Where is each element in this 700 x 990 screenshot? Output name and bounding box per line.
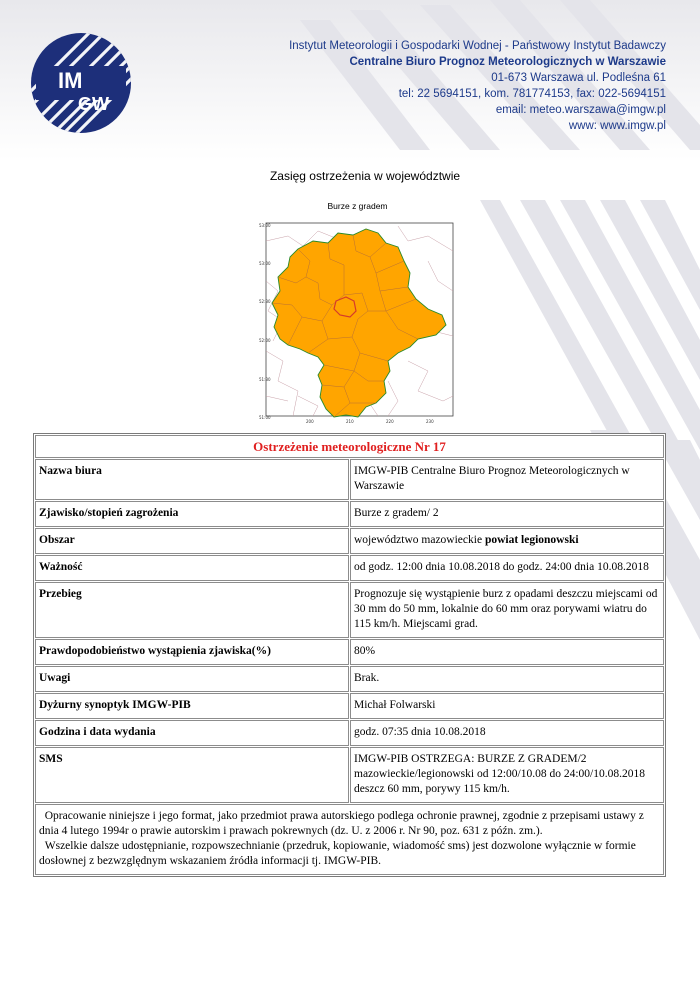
row-value-sms: IMGW-PIB OSTRZEGA: BURZE Z GRADEM/2 mazowieckie/legionowski od 12:00/10.08 do 24:00/10.08.2018 deszcz 60 mm, porywy 115 km/h. (350, 747, 664, 803)
table-row (35, 501, 664, 527)
map-xtick: 200 (306, 419, 314, 424)
map-ytick: 53:00 (259, 223, 271, 228)
table-row (35, 555, 664, 581)
row-value-synoptyk: Michał Folwarski (350, 693, 664, 719)
warning-title-text: Ostrzeżenie meteorologiczne Nr (253, 439, 433, 454)
copyright-text-1: Opracowanie niniejsze i jego format, jako przedmiot prawa autorskiego podlega ochronie prawnej, zgodnie z przepisami ustawy z dnia 4 lutego 1994r o prawie autorskim i prawach pokrewnych (dz. U. z 2006 r. Nr 90, poz. 631 z późn. zm.). (39, 810, 644, 837)
map-ytick: 51:30 (259, 377, 271, 382)
obszar-voivodeship: województwo mazowieckie (354, 534, 485, 546)
warning-title (35, 435, 664, 458)
logo-text-bottom: GW (78, 94, 109, 114)
row-value-prawdopodobienstwo: 80% (350, 639, 664, 665)
map-ytick: 52:30 (259, 299, 271, 304)
phone: tel: 22 5694151, kom. 781774153, fax: 022-5694151 (398, 88, 666, 100)
map-ytick: 52:00 (259, 338, 271, 343)
copyright-paragraph-1 (39, 809, 659, 839)
table-row (35, 528, 664, 554)
copyright-row (35, 804, 664, 875)
warning-area-map (258, 221, 455, 424)
table-row (35, 747, 664, 803)
row-label-zjawisko: Zjawisko/stopień zagrożenia (35, 501, 349, 527)
table-row (35, 582, 664, 638)
logo-text-top: IM (58, 68, 83, 93)
bureau-name: Centralne Biuro Prognoz Meteorologicznych w Warszawie (349, 56, 666, 68)
copyright-paragraph-2 (39, 839, 659, 869)
website: www: www.imgw.pl (568, 120, 666, 132)
row-label-synoptyk: Dyżurny synoptyk IMGW-PIB (35, 693, 349, 719)
copyright-notice (35, 804, 664, 875)
row-value-waznosc: od godz. 12:00 dnia 10.08.2018 do godz. 24:00 dnia 10.08.2018 (350, 555, 664, 581)
row-label-obszar: Obszar (35, 528, 349, 554)
row-label-uwagi: Uwagi (35, 666, 349, 692)
row-value-zjawisko: Burze z gradem/ 2 (350, 501, 664, 527)
row-value-nazwa-biura: IMGW-PIB Centralne Biuro Prognoz Meteorologicznych w Warszawie (350, 459, 664, 500)
table-row (35, 666, 664, 692)
map-xtick: 220 (386, 419, 394, 424)
row-value-obszar (350, 528, 664, 554)
row-label-waznosc: Ważność (35, 555, 349, 581)
table-row (35, 459, 664, 500)
row-label-przebieg: Przebieg (35, 582, 349, 638)
institute-header (289, 38, 666, 134)
row-label-sms: SMS (35, 747, 349, 803)
map-ytick: 51:00 (259, 415, 271, 420)
institute-name: Instytut Meteorologii i Gospodarki Wodnej - Państwowy Instytut Badawczy (289, 40, 666, 52)
warning-table (33, 433, 666, 877)
row-label-nazwa-biura: Nazwa biura (35, 459, 349, 500)
map-title: Zasięg ostrzeżenia w województwie (269, 169, 461, 183)
table-row (35, 720, 664, 746)
row-label-wydanie: Godzina i data wydania (35, 720, 349, 746)
email: email: meteo.warszawa@imgw.pl (495, 104, 666, 116)
row-label-prawdopodobienstwo: Prawdopodobieństwo wystąpienia zjawiska(%) (35, 639, 349, 665)
map-subtitle: Burze z gradem (327, 201, 388, 211)
row-value-wydanie: godz. 07:35 dnia 10.08.2018 (350, 720, 664, 746)
warning-number: 17 (432, 439, 446, 454)
imgw-logo (30, 32, 132, 134)
table-row (35, 693, 664, 719)
obszar-powiat: powiat legionowski (484, 534, 579, 546)
map-xtick: 230 (426, 419, 434, 424)
map-xtick: 210 (346, 419, 354, 424)
table-row (35, 639, 664, 665)
address: 01-673 Warszawa ul. Podleśna 61 (491, 72, 666, 84)
map-ytick: 53:00 (259, 261, 271, 266)
row-value-uwagi: Brak. (350, 666, 664, 692)
copyright-text-2: Wszelkie dalsze udostępnianie, rozpowszechnianie (przedruk, kopiowanie, wiadomość sms) jest dozwolone wyłącznie w formie dosłownej z bezwzględnym wskazaniem źródła informacji tj. IMGW-PIB. (39, 840, 636, 867)
row-value-przebieg: Prognozuje się wystąpienie burz z opadami deszczu miejscami od 30 mm do 50 mm, lokalnie do 60 mm oraz porywami wiatru do 115 km/h. Miejscami grad. (350, 582, 664, 638)
